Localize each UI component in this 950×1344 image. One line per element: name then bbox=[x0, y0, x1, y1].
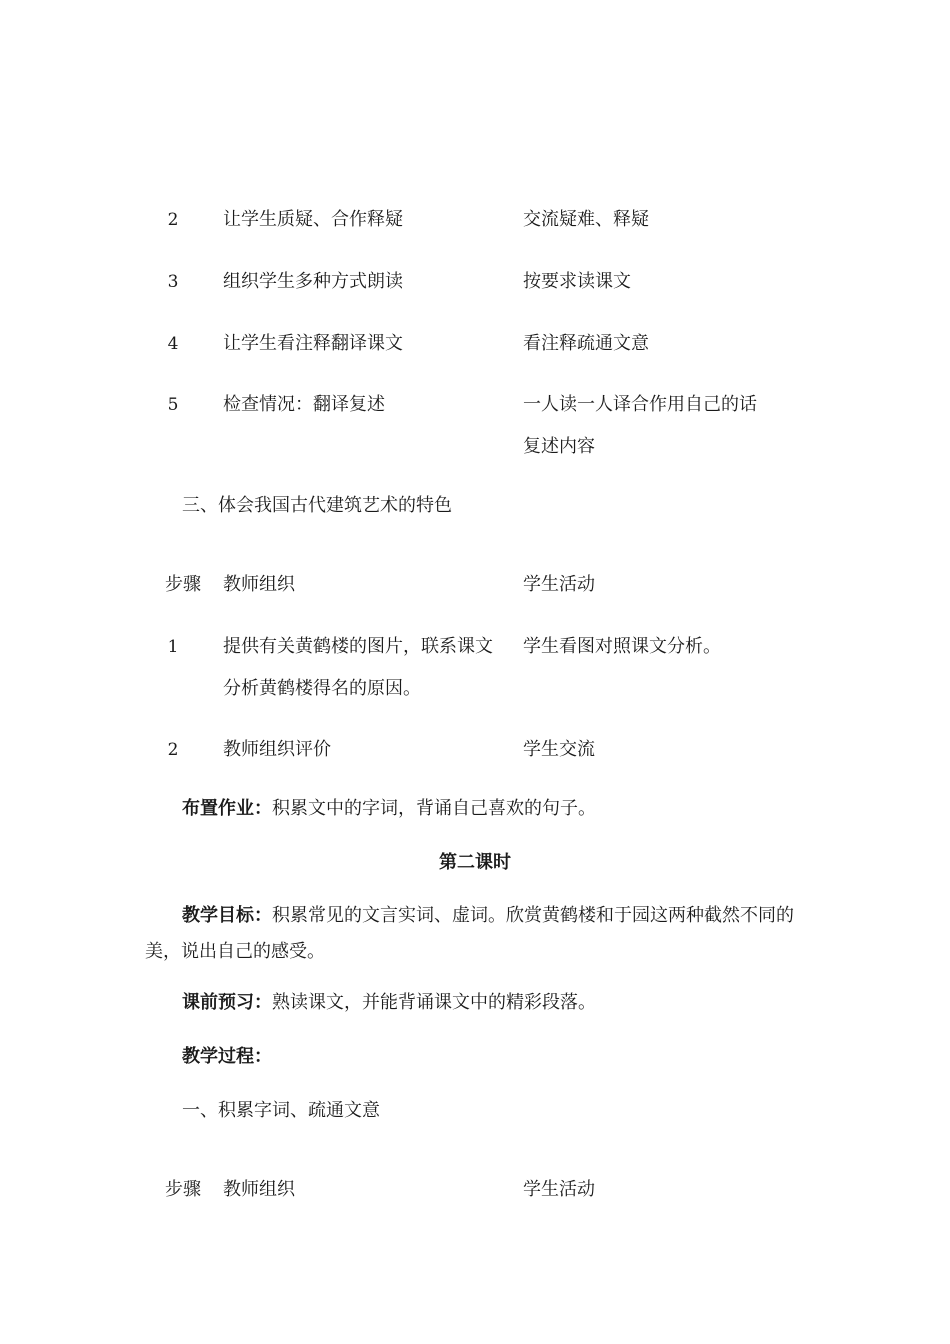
preview-label: 课前预习： bbox=[182, 992, 272, 1013]
goal-label: 教学目标： bbox=[182, 905, 272, 926]
student-activity: 学生交流 bbox=[523, 739, 595, 760]
teacher-activity: 让学生质疑、合作释疑 bbox=[223, 209, 403, 230]
section-heading: 一、积累字词、疏通文意 bbox=[182, 1100, 380, 1121]
homework-text: 积累文中的字词，背诵自己喜欢的句子。 bbox=[272, 798, 596, 819]
section-heading: 三、体会我国古代建筑艺术的特色 bbox=[182, 495, 452, 516]
header-student: 学生活动 bbox=[523, 1179, 595, 1200]
step-number: 5 bbox=[167, 395, 179, 415]
student-activity: 按要求读课文 bbox=[523, 271, 631, 292]
preview-text: 熟读课文，并能背诵课文中的精彩段落。 bbox=[272, 992, 596, 1013]
header-teacher: 教师组织 bbox=[223, 1179, 295, 1200]
teacher-activity: 组织学生多种方式朗读 bbox=[223, 271, 403, 292]
student-activity: 一人读一人译合作用自己的话 bbox=[523, 394, 757, 415]
lesson-title: 第二课时 bbox=[439, 852, 511, 873]
teacher-activity: 检查情况：翻译复述 bbox=[223, 394, 385, 415]
student-activity: 交流疑难、释疑 bbox=[523, 209, 649, 230]
student-activity: 复述内容 bbox=[523, 436, 595, 457]
process-label: 教学过程： bbox=[182, 1046, 272, 1067]
step-number: 2 bbox=[167, 740, 179, 760]
step-number: 2 bbox=[167, 210, 179, 230]
step-number: 1 bbox=[167, 637, 179, 657]
homework-line bbox=[182, 798, 596, 820]
header-teacher: 教师组织 bbox=[223, 574, 295, 595]
teacher-activity: 教师组织评价 bbox=[223, 739, 331, 760]
student-activity: 学生看图对照课文分析。 bbox=[523, 636, 721, 657]
step-number: 3 bbox=[167, 272, 179, 292]
header-step: 步骤 bbox=[165, 1179, 201, 1200]
homework-label: 布置作业： bbox=[182, 798, 272, 819]
teacher-activity: 让学生看注释翻译课文 bbox=[223, 333, 403, 354]
teacher-activity: 分析黄鹤楼得名的原因。 bbox=[223, 678, 421, 699]
step-number: 4 bbox=[167, 334, 179, 354]
header-step: 步骤 bbox=[165, 574, 201, 595]
student-activity: 看注释疏通文意 bbox=[523, 333, 649, 354]
teacher-activity: 提供有关黄鹤楼的图片，联系课文 bbox=[223, 636, 493, 657]
teaching-goal bbox=[145, 898, 805, 970]
goal-text: 积累常见的文言实词、虚词。欣赏黄鹤楼和于园这两种截然不同的美，说出自己的感受。 bbox=[145, 905, 794, 962]
preview-line bbox=[182, 992, 596, 1014]
header-student: 学生活动 bbox=[523, 574, 595, 595]
